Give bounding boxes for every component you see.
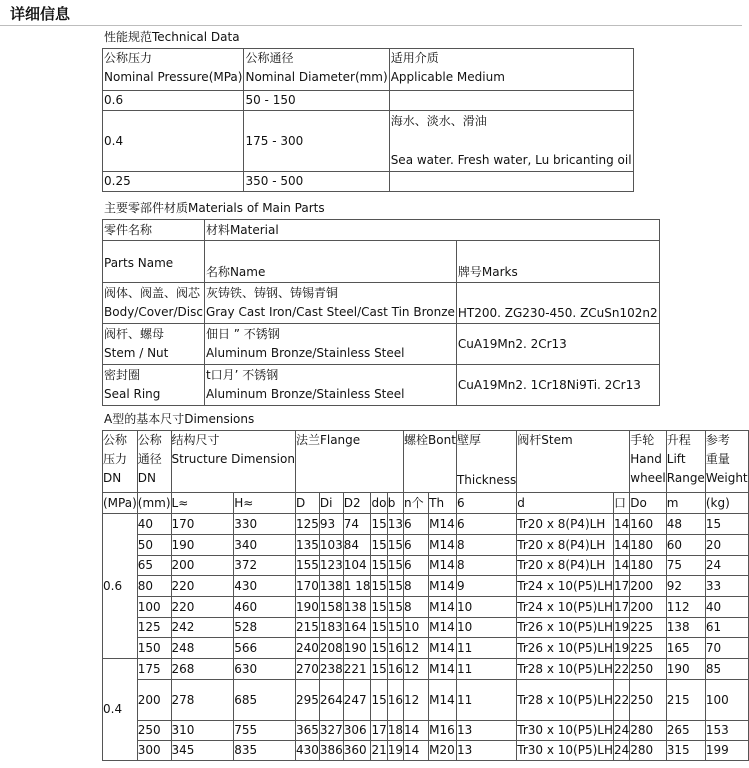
dims-cell: 8	[404, 597, 429, 618]
dims-unit: 6	[456, 493, 516, 514]
dims-cell: 180	[630, 535, 667, 556]
dims-cell: 60	[666, 535, 705, 556]
dims-cell: 327	[319, 721, 343, 741]
materials-marks: HT200. ZG230-450. ZCuSn102n2	[456, 283, 659, 324]
dims-unit: D	[295, 493, 319, 514]
dims-cell: 360	[343, 741, 371, 761]
dims-pn-cell: 0.6	[103, 514, 138, 659]
dims-cell: 13	[456, 741, 516, 761]
dims-cell: 12	[404, 638, 429, 659]
dims-body	[103, 514, 749, 761]
dims-cell: Tr20 x 8(P4)LH	[517, 535, 614, 556]
dims-unit: Di	[319, 493, 343, 514]
dims-cell: 238	[319, 659, 343, 680]
dims-cell: 225	[630, 618, 667, 638]
dims-cell: 15	[705, 514, 748, 535]
dims-cell: 125	[295, 514, 319, 535]
dims-cell: 158	[319, 597, 343, 618]
dims-cell: 280	[630, 721, 667, 741]
dims-cell: 11	[456, 659, 516, 680]
dims-cell: 190	[343, 638, 371, 659]
dims-cell: 183	[319, 618, 343, 638]
dims-cell: 164	[343, 618, 371, 638]
tech-cell: 350 - 500	[244, 172, 389, 192]
dims-cell: 17	[371, 721, 387, 741]
dims-cell: 247	[343, 680, 371, 721]
materials-header-part: 零件名称	[103, 220, 205, 241]
dims-cell: Tr26 x 10(P5)LH	[517, 618, 614, 638]
dims-row	[103, 576, 749, 597]
dims-h-weight: 参考 重量 Weight	[705, 431, 748, 493]
dims-cell: 221	[343, 659, 371, 680]
dims-cell: 61	[705, 618, 748, 638]
dims-cell: 310	[171, 721, 234, 741]
dims-cell: 150	[137, 638, 171, 659]
tech-cell: 0.4	[103, 111, 244, 172]
dims-cell: 10	[404, 618, 429, 638]
dims-cell: 170	[295, 576, 319, 597]
dims-unit: d	[517, 493, 614, 514]
dims-cell: 200	[630, 576, 667, 597]
tech-cell: 0.25	[103, 172, 244, 192]
tech-table	[102, 48, 634, 192]
dims-cell: 138	[343, 597, 371, 618]
dims-h-stem: 阀杆Stem	[517, 431, 630, 493]
dims-cell: M20	[429, 741, 457, 761]
dims-unit: b	[387, 493, 403, 514]
dims-cell: M16	[429, 721, 457, 741]
dims-cell: 50	[137, 535, 171, 556]
dims-h-pn: 公称 压力 DN	[103, 431, 138, 493]
materials-header-part-en: Parts Name	[103, 241, 205, 283]
dims-cell: 135	[295, 535, 319, 556]
tech-header-diameter: 公称通径 Nominal Diameter(mm)	[244, 49, 389, 91]
dims-cell: 33	[705, 576, 748, 597]
dims-cell: 460	[234, 597, 296, 618]
tech-header-pressure: 公称压力 Nominal Pressure(MPa)	[103, 49, 244, 91]
dims-cell: 15	[387, 556, 403, 576]
materials-header-material: 材料Material	[204, 220, 659, 241]
dims-cell: M14	[429, 618, 457, 638]
dims-cell: 15	[387, 576, 403, 597]
dims-cell: 9	[456, 576, 516, 597]
tech-caption: 性能规范Technical Data	[104, 30, 240, 44]
dims-unit: L≈	[171, 493, 234, 514]
dims-cell: Tr24 x 10(P5)LH	[517, 576, 614, 597]
dims-cell: 755	[234, 721, 296, 741]
dims-cell: 250	[630, 680, 667, 721]
materials-marks: CuA19Mn2. 1Cr18Ni9Ti. 2Cr13	[456, 365, 659, 406]
dims-cell: 10	[456, 597, 516, 618]
dims-cell: 6	[456, 514, 516, 535]
dims-cell: 12	[404, 680, 429, 721]
dims-cell: M14	[429, 556, 457, 576]
dims-cell: 123	[319, 556, 343, 576]
dims-cell: 315	[666, 741, 705, 761]
dims-cell: 14	[404, 741, 429, 761]
dims-cell: 175	[137, 659, 171, 680]
dims-caption: A型的基本尺寸Dimensions	[104, 412, 255, 426]
dims-row	[103, 514, 749, 535]
dims-cell: 93	[319, 514, 343, 535]
dims-cell: 306	[343, 721, 371, 741]
dims-cell: 6	[404, 535, 429, 556]
dims-cell: 190	[295, 597, 319, 618]
dims-unit: 口	[613, 493, 629, 514]
dims-cell: 250	[137, 721, 171, 741]
dims-cell: 15	[387, 597, 403, 618]
dims-cell: 11	[456, 680, 516, 721]
dims-cell: 430	[295, 741, 319, 761]
dims-cell: 104	[343, 556, 371, 576]
dims-cell: Tr28 x 10(P5)LH	[517, 680, 614, 721]
dims-cell: 220	[171, 576, 234, 597]
dims-cell: 180	[630, 556, 667, 576]
dims-cell: 22	[613, 680, 629, 721]
dims-cell: 220	[171, 597, 234, 618]
dims-cell: 248	[171, 638, 234, 659]
dims-cell: 165	[666, 638, 705, 659]
dims-h-dn: 公称 通径 DN	[137, 431, 171, 493]
dims-cell: M14	[429, 576, 457, 597]
dims-cell: 20	[705, 535, 748, 556]
dims-cell: 138	[666, 618, 705, 638]
dims-table	[102, 430, 749, 761]
dims-cell: 270	[295, 659, 319, 680]
dims-cell: 200	[630, 597, 667, 618]
dims-cell: Tr24 x 10(P5)LH	[517, 597, 614, 618]
dims-unit: (mm)	[137, 493, 171, 514]
dims-cell: 630	[234, 659, 296, 680]
dims-cell: 264	[319, 680, 343, 721]
dims-cell: 18	[387, 721, 403, 741]
dims-row	[103, 741, 749, 761]
dims-cell: 386	[319, 741, 343, 761]
dims-h-handwheel: 手轮 Hand wheel	[630, 431, 667, 493]
dims-cell: 13	[456, 721, 516, 741]
dims-cell: M14	[429, 638, 457, 659]
dims-unit: (MPa)	[103, 493, 138, 514]
page-title: 详细信息	[10, 5, 71, 23]
dims-cell: 566	[234, 638, 296, 659]
dims-row	[103, 556, 749, 576]
dims-cell: 85	[705, 659, 748, 680]
dims-cell: 155	[295, 556, 319, 576]
dims-cell: 12	[404, 659, 429, 680]
dims-cell: 153	[705, 721, 748, 741]
dims-cell: 11	[456, 638, 516, 659]
dims-h-wall: 壁厚 Thickness	[456, 431, 516, 493]
page-header	[0, 0, 742, 26]
dims-cell: 40	[137, 514, 171, 535]
dims-cell: 70	[705, 638, 748, 659]
dims-cell: Tr20 x 8(P4)LH	[517, 556, 614, 576]
dims-cell: 40	[705, 597, 748, 618]
dims-cell: 15	[387, 618, 403, 638]
materials-part: 密封圈 Seal Ring	[103, 365, 205, 406]
materials-header-name: 名称Name	[204, 241, 456, 283]
dims-cell: 24	[613, 741, 629, 761]
dims-unit: D2	[343, 493, 371, 514]
dims-cell: 190	[171, 535, 234, 556]
dims-cell: 22	[613, 659, 629, 680]
dims-cell: 21	[371, 741, 387, 761]
dims-cell: 16	[387, 659, 403, 680]
dims-cell: M14	[429, 680, 457, 721]
dims-cell: 15	[371, 576, 387, 597]
dims-cell: 48	[666, 514, 705, 535]
dims-cell: 24	[613, 721, 629, 741]
materials-name: t口月’ 不锈钢 Aluminum Bronze/Stainless Steel	[204, 365, 456, 406]
dims-cell: M14	[429, 514, 457, 535]
materials-part: 阀体、阀盖、阀芯 Body/Cover/Disc	[103, 283, 205, 324]
dims-cell: Tr28 x 10(P5)LH	[517, 659, 614, 680]
dims-cell: 160	[630, 514, 667, 535]
tech-cell	[389, 172, 633, 192]
dims-units-row	[103, 493, 749, 514]
materials-table	[102, 219, 660, 406]
dims-cell: 100	[705, 680, 748, 721]
materials-part: 阀杆、螺母 Stem / Nut	[103, 324, 205, 365]
dims-cell: 15	[387, 535, 403, 556]
dims-cell: 13	[387, 514, 403, 535]
dims-row	[103, 721, 749, 741]
dims-cell: 300	[137, 741, 171, 761]
dims-cell: 14	[404, 721, 429, 741]
tech-cell	[389, 91, 633, 111]
dims-cell: 138	[319, 576, 343, 597]
dims-cell: Tr26 x 10(P5)LH	[517, 638, 614, 659]
dims-cell: 365	[295, 721, 319, 741]
dims-row	[103, 597, 749, 618]
dims-cell: Tr30 x 10(P5)LH	[517, 741, 614, 761]
dims-cell: 372	[234, 556, 296, 576]
dims-cell: 65	[137, 556, 171, 576]
dims-unit: n个	[404, 493, 429, 514]
dims-cell: 15	[371, 680, 387, 721]
dims-cell: 75	[666, 556, 705, 576]
dims-cell: 6	[404, 514, 429, 535]
tech-cell: 0.6	[103, 91, 244, 111]
dims-cell: 268	[171, 659, 234, 680]
dims-cell: 330	[234, 514, 296, 535]
dims-cell: 15	[371, 618, 387, 638]
dims-cell: 103	[319, 535, 343, 556]
dims-cell: 208	[319, 638, 343, 659]
dims-cell: 170	[171, 514, 234, 535]
dims-cell: 15	[371, 535, 387, 556]
dims-unit: Th	[429, 493, 457, 514]
dims-row	[103, 535, 749, 556]
dims-cell: 8	[456, 556, 516, 576]
dims-cell: 200	[137, 680, 171, 721]
materials-marks: CuA19Mn2. 2Cr13	[456, 324, 659, 365]
dims-cell: Tr30 x 10(P5)LH	[517, 721, 614, 741]
dims-row	[103, 680, 749, 721]
dims-cell: 14	[613, 535, 629, 556]
dims-cell: 280	[630, 741, 667, 761]
dims-cell: 16	[387, 680, 403, 721]
dims-unit: H≈	[234, 493, 296, 514]
dims-h-lift: 升程 Lift Range	[666, 431, 705, 493]
dims-cell: 84	[343, 535, 371, 556]
dims-unit: do	[371, 493, 387, 514]
dims-cell: 15	[371, 638, 387, 659]
dims-cell: 74	[343, 514, 371, 535]
materials-caption: 主要零部件材质Materials of Main Parts	[104, 201, 325, 215]
dims-cell: 14	[613, 556, 629, 576]
dims-row	[103, 638, 749, 659]
dims-cell: 15	[371, 659, 387, 680]
dims-cell: 24	[705, 556, 748, 576]
dims-cell: 225	[630, 638, 667, 659]
dims-cell: 528	[234, 618, 296, 638]
dims-cell: 17	[613, 576, 629, 597]
tech-cell: 50 - 150	[244, 91, 389, 111]
dims-cell: 345	[171, 741, 234, 761]
tech-medium-cell: 海水、淡水、滑油 Sea water. Fresh water, Lu bricanting oil	[389, 111, 633, 172]
dims-cell: 1 18	[343, 576, 371, 597]
dims-cell: 15	[371, 556, 387, 576]
dims-cell: M14	[429, 535, 457, 556]
dims-cell: 19	[387, 741, 403, 761]
dims-h-bolt: 螺栓Bont	[404, 431, 457, 493]
dims-unit: Do	[630, 493, 667, 514]
dims-h-struct: 结构尺寸 Structure Dimension	[171, 431, 295, 493]
dims-cell: Tr20 x 8(P4)LH	[517, 514, 614, 535]
tech-cell: 175 - 300	[244, 111, 389, 172]
dims-cell: 199	[705, 741, 748, 761]
dims-cell: 200	[171, 556, 234, 576]
dims-unit: m	[666, 493, 705, 514]
dims-cell: 125	[137, 618, 171, 638]
dims-cell: 430	[234, 576, 296, 597]
dims-cell: 14	[613, 514, 629, 535]
dims-cell: 215	[295, 618, 319, 638]
dims-cell: 265	[666, 721, 705, 741]
dims-unit: (kg)	[705, 493, 748, 514]
dims-row	[103, 659, 749, 680]
dims-cell: 10	[456, 618, 516, 638]
dims-cell: 19	[613, 638, 629, 659]
dims-cell: M14	[429, 597, 457, 618]
dims-cell: 250	[630, 659, 667, 680]
dims-cell: 190	[666, 659, 705, 680]
dims-cell: 240	[295, 638, 319, 659]
dims-cell: 6	[404, 556, 429, 576]
materials-name: 佃日 ” 不锈钢 Aluminum Bronze/Stainless Steel	[204, 324, 456, 365]
tech-header-medium: 适用介质 Applicable Medium	[389, 49, 633, 91]
dims-cell: 242	[171, 618, 234, 638]
dims-cell: 15	[371, 597, 387, 618]
dims-pn-cell: 0.4	[103, 659, 138, 761]
dims-cell: 17	[613, 597, 629, 618]
dims-cell: 685	[234, 680, 296, 721]
dims-cell: 112	[666, 597, 705, 618]
dims-cell: 295	[295, 680, 319, 721]
materials-header-marks: 牌号Marks	[456, 241, 659, 283]
dims-cell: 92	[666, 576, 705, 597]
dims-cell: 340	[234, 535, 296, 556]
dims-h-flange: 法兰Flange	[295, 431, 403, 493]
dims-cell: 215	[666, 680, 705, 721]
dims-cell: 15	[371, 514, 387, 535]
dims-row	[103, 618, 749, 638]
dims-cell: 8	[404, 576, 429, 597]
materials-name: 灰铸铁、铸钢、铸锡青铜 Gray Cast Iron/Cast Steel/Cast Tin Bronze	[204, 283, 456, 324]
dims-cell: 278	[171, 680, 234, 721]
dims-cell: 8	[456, 535, 516, 556]
dims-cell: 19	[613, 618, 629, 638]
dims-cell: 80	[137, 576, 171, 597]
dims-cell: 16	[387, 638, 403, 659]
dims-cell: 100	[137, 597, 171, 618]
dims-cell: M14	[429, 659, 457, 680]
dims-cell: 835	[234, 741, 296, 761]
